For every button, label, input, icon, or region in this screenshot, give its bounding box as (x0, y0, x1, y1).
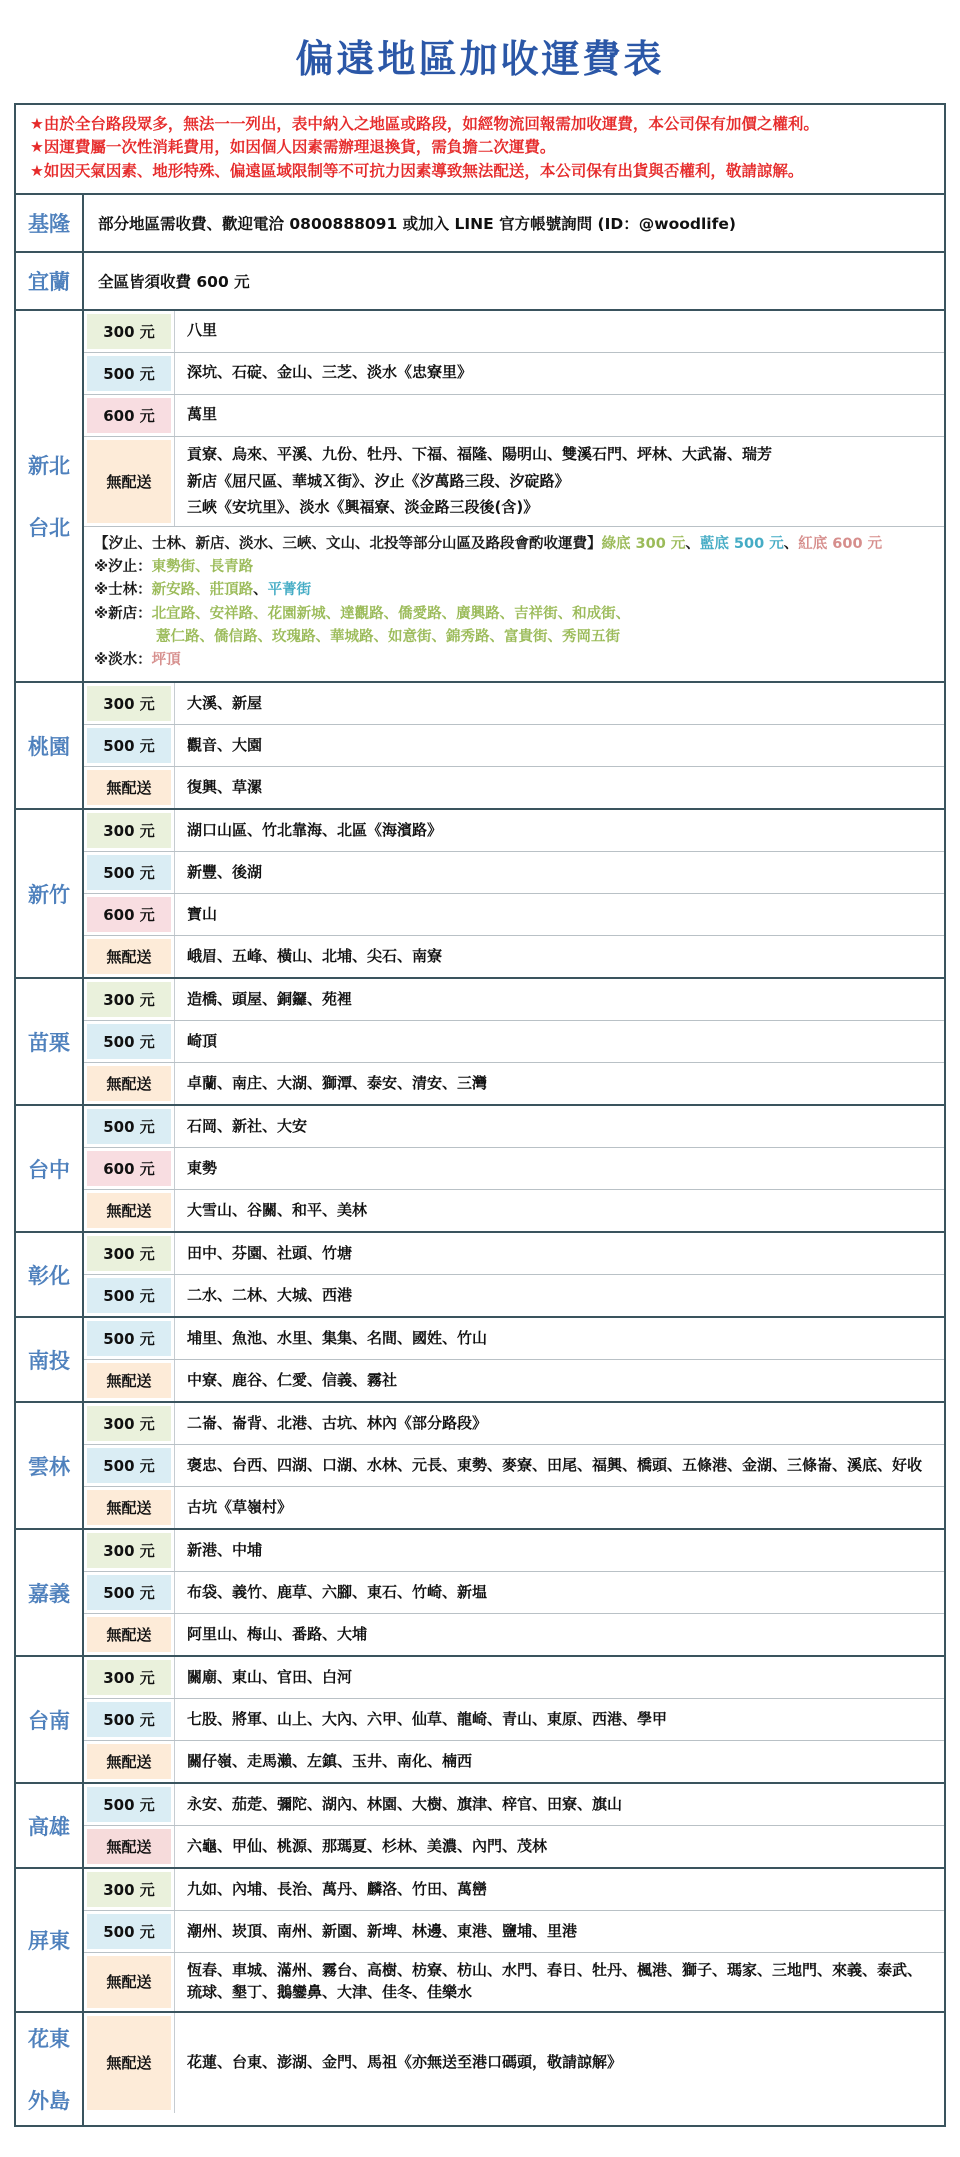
region-rows (84, 195, 944, 251)
area-list (175, 1911, 944, 1952)
fee-badge: 300 元 (87, 1406, 171, 1441)
area-line: 永安、茄萣、彌陀、湖內、林園、大樹、旗津、梓官、田寮、旗山 (187, 1794, 623, 1813)
fee-badge: 300 元 (87, 1533, 171, 1568)
fee-tier-row (84, 436, 944, 526)
fee-cell (84, 1741, 175, 1782)
area-line: 寶山 (187, 904, 218, 923)
fee-tier-row (84, 1062, 944, 1104)
note-text-black: 、 (783, 536, 799, 552)
fee-badge: 300 元 (87, 686, 171, 721)
area-line: 新豐、後湖 (187, 862, 263, 881)
area-list (175, 1233, 944, 1274)
note-text-black: ※淡水： (94, 651, 152, 668)
fee-tier-row (84, 1571, 944, 1613)
area-list (175, 979, 944, 1020)
fee-cell (84, 810, 175, 851)
fee-tier-row (84, 1910, 944, 1952)
fee-cell (84, 1572, 175, 1613)
area-line: 埔里、魚池、水里、集集、名間、國姓、竹山 (187, 1328, 488, 1347)
region-name: 新北 (28, 453, 70, 478)
area-list (175, 1445, 944, 1486)
fee-tier-row (84, 352, 944, 394)
fee-cell (84, 1360, 175, 1401)
region-group (16, 2011, 944, 2125)
fee-table (14, 103, 946, 2127)
region-group (16, 1867, 944, 2011)
region-name: 台南 (28, 1708, 70, 1733)
fee-cell (84, 852, 175, 893)
fee-cell (84, 1826, 175, 1867)
area-line: 九如、內埔、長治、萬丹、麟洛、竹田、萬巒 (187, 1879, 488, 1898)
fee-tier-row (84, 394, 944, 436)
area-list (175, 1106, 944, 1147)
fee-tier-row (84, 1613, 944, 1655)
area-list (175, 1530, 944, 1571)
region-name: 彰化 (28, 1263, 70, 1288)
fee-cell (84, 725, 175, 766)
note-text-blue: 平菁街 (267, 582, 312, 599)
area-list (175, 1403, 944, 1444)
note-text-green: 東勢街、長青路 (151, 559, 254, 576)
region-group (16, 1528, 944, 1655)
fee-tier-row (84, 1444, 944, 1486)
fee-cell (84, 1911, 175, 1952)
fee-tier-row (84, 1740, 944, 1782)
region-rows (84, 1784, 944, 1867)
region-group (16, 977, 944, 1104)
region-name: 苗栗 (28, 1030, 70, 1055)
fee-tier-row (84, 2013, 944, 2113)
area-line: 褒忠、台西、四湖、口湖、水林、元長、東勢、麥寮、田尾、福興、橋頭、五條港、金湖、三條崙、溪底、好收 (187, 1455, 923, 1474)
region-rows (84, 1318, 944, 1401)
region-group (16, 1655, 944, 1782)
region-name: 花東 (28, 2026, 70, 2051)
area-line: 二水、二林、大城、西港 (187, 1285, 353, 1304)
region-name: 雲林 (28, 1454, 70, 1479)
area-list (175, 1487, 944, 1528)
fee-cell (84, 1530, 175, 1571)
fee-cell (84, 683, 175, 724)
region-name: 外島 (28, 2088, 70, 2113)
note-text-black: ※新店： (94, 605, 152, 622)
region-label (16, 1233, 84, 1316)
area-line: 峨眉、五峰、橫山、北埔、尖石、南寮 (187, 946, 443, 965)
fee-tier-row (84, 311, 944, 352)
region-name: 嘉義 (28, 1581, 70, 1606)
fee-cell (84, 311, 175, 352)
fee-cell (84, 1148, 175, 1189)
region-label (16, 311, 84, 681)
area-list (175, 1190, 944, 1231)
area-list (175, 725, 944, 766)
fee-cell (84, 1487, 175, 1528)
area-line: 觀音、大園 (187, 735, 263, 754)
region-label (16, 810, 84, 977)
fee-tier-row (84, 724, 944, 766)
fee-cell (84, 1869, 175, 1910)
region-group (16, 251, 944, 309)
fee-cell (84, 1233, 175, 1274)
region-name: 屏東 (28, 1928, 70, 1953)
region-group (16, 681, 944, 808)
note-text-green: 北宜路、安祥路、花園新城、達觀路、僑愛路、廣興路、吉祥街、和成街、 (151, 605, 631, 622)
fee-tier-row (84, 1952, 944, 2011)
fee-badge: 500 元 (87, 1575, 171, 1610)
fee-badge: 500 元 (87, 1448, 171, 1483)
region-rows (84, 253, 944, 309)
note-line (94, 649, 934, 672)
area-list (175, 1614, 944, 1655)
fee-cell (84, 1699, 175, 1740)
fee-badge: 無配送 (87, 1956, 171, 2008)
fee-badge: 500 元 (87, 1321, 171, 1356)
note-text-green: 薏仁路、僑信路、玫瑰路、華城路、如意街、錦秀路、富貴街、秀岡五街 (156, 628, 620, 645)
region-group (16, 1316, 944, 1401)
fee-cell (84, 767, 175, 808)
notice-line: ★如因天氣因素、地形特殊、偏遠區域限制等不可抗力因素導致無法配送，本公司保有出貨與否權利，敬請諒解。 (30, 161, 804, 180)
fee-badge: 無配送 (87, 1744, 171, 1779)
region-name: 台中 (28, 1157, 70, 1182)
area-list (175, 311, 944, 352)
region-group (16, 808, 944, 977)
area-line: 恆春、車城、滿州、霧台、高樹、枋寮、枋山、水門、春日、牡丹、楓港、獅子、瑪家、三地門、來義、泰武、琉球、墾丁、鵝鑾鼻、大津、佳冬、佳樂水 (187, 1961, 923, 2001)
region-label (16, 253, 84, 309)
fee-tier-row (84, 1784, 944, 1825)
area-line: 阿里山、梅山、番路、大埔 (187, 1624, 368, 1643)
note-text-green: 綠底 300 元 (601, 536, 686, 552)
region-name: 基隆 (28, 211, 70, 236)
fee-badge: 無配送 (87, 1617, 171, 1652)
fee-cell (84, 1275, 175, 1316)
area-line: 造橋、頭屋、銅鑼、苑裡 (187, 989, 353, 1008)
area-list (175, 852, 944, 893)
area-line: 新店《屈尺區、華城Ｘ街》、汐止《汐萬路三段、汐碇路》 (187, 471, 570, 490)
fee-badge: 500 元 (87, 1702, 171, 1737)
region-info-text: 部分地區需收費、歡迎電洽 0800888091 或加入 LINE 官方帳號詢問 (ID：@woodlife) (98, 214, 736, 233)
notice-box (16, 105, 944, 193)
fee-tier-row (84, 1359, 944, 1401)
area-list (175, 1572, 944, 1613)
region-rows (84, 683, 944, 808)
fee-tier-row (84, 1233, 944, 1274)
fee-cell (84, 1106, 175, 1147)
region-group (16, 1231, 944, 1316)
fee-cell (84, 979, 175, 1020)
area-line: 田中、芬園、社頭、竹塘 (187, 1243, 353, 1262)
area-line: 八里 (187, 321, 218, 340)
note-text-green: 新安路、莊頂路 (151, 582, 254, 599)
fee-tier-row (84, 1698, 944, 1740)
fee-badge: 300 元 (87, 813, 171, 848)
fee-badge: 無配送 (87, 2016, 171, 2110)
region-rows (84, 1530, 944, 1655)
fee-badge: 無配送 (87, 770, 171, 805)
region-rows (84, 1657, 944, 1782)
fee-tier-row (84, 1825, 944, 1867)
fee-badge: 500 元 (87, 1024, 171, 1059)
area-line: 大雪山、谷關、和平、美林 (187, 1200, 368, 1219)
note-text-blue: 藍底 500 元 (699, 536, 784, 552)
fee-tier-row (84, 893, 944, 935)
region-name: 南投 (28, 1348, 70, 1373)
area-line: 布袋、義竹、鹿草、六腳、東石、竹崎、新塭 (187, 1582, 488, 1601)
note-text-black: 、 (253, 582, 268, 599)
fee-tier-row (84, 1869, 944, 1910)
area-line: 卓蘭、南庄、大湖、獅潭、泰安、清安、三灣 (187, 1073, 488, 1092)
note-text-black: 、 (685, 536, 700, 552)
region-label (16, 1869, 84, 2011)
fee-cell (84, 2013, 175, 2113)
region-group (16, 1104, 944, 1231)
area-line: 大溪、新屋 (187, 693, 263, 712)
fee-badge: 無配送 (87, 1066, 171, 1101)
fee-tier-row (84, 683, 944, 724)
fee-cell (84, 395, 175, 436)
fee-tier-row (84, 1318, 944, 1359)
region-info-text: 全區皆須收費 600 元 (98, 272, 250, 291)
area-list (175, 1741, 944, 1782)
region-group (16, 309, 944, 681)
area-list (175, 1784, 944, 1825)
note-line (94, 603, 934, 626)
area-list (175, 1063, 944, 1104)
area-line: 七股、將軍、山上、大內、六甲、仙草、龍崎、青山、東原、西港、學甲 (187, 1709, 668, 1728)
note-text-black: ※汐止： (94, 559, 152, 576)
fee-tier-row (84, 1486, 944, 1528)
fee-tier-row (84, 1657, 944, 1698)
area-line: 六龜、甲仙、桃源、那瑪夏、杉林、美濃、內門、茂林 (187, 1836, 548, 1855)
fee-badge: 無配送 (87, 1829, 171, 1864)
area-line: 崎頂 (187, 1031, 218, 1050)
fee-badge: 500 元 (87, 1278, 171, 1313)
area-list (175, 1869, 944, 1910)
fee-badge: 500 元 (87, 1787, 171, 1822)
region-group (16, 193, 944, 251)
area-line: 萬里 (187, 405, 218, 424)
area-line: 東勢 (187, 1158, 218, 1177)
area-line: 石岡、新社、大安 (187, 1116, 308, 1135)
area-list (175, 1360, 944, 1401)
note-text-black: ※士林： (94, 582, 152, 599)
region-name: 台北 (28, 515, 70, 540)
area-line: 古坑《草嶺村》 (187, 1497, 293, 1516)
region-rows (84, 1869, 944, 2011)
area-list (175, 1657, 944, 1698)
area-list (175, 395, 944, 436)
fee-badge: 300 元 (87, 314, 171, 349)
region-label (16, 1530, 84, 1655)
fee-badge: 600 元 (87, 1151, 171, 1186)
fee-badge: 600 元 (87, 897, 171, 932)
region-rows (84, 1106, 944, 1231)
fee-cell (84, 1953, 175, 2011)
fee-tier-row (84, 851, 944, 893)
area-line: 深坑、石碇、金山、三芝、淡水《忠寮里》 (187, 363, 473, 382)
fee-tier-row (84, 1106, 944, 1147)
fee-tier-row (84, 810, 944, 851)
region-label (16, 1403, 84, 1528)
note-line (94, 626, 934, 649)
fee-cell (84, 1318, 175, 1359)
region-name: 桃園 (28, 734, 70, 759)
region-rows (84, 1403, 944, 1528)
area-list (175, 1148, 944, 1189)
fee-cell (84, 1614, 175, 1655)
fee-badge: 500 元 (87, 356, 171, 391)
area-line: 潮州、崁頂、南州、新園、新埤、林邊、東港、鹽埔、里港 (187, 1921, 578, 1940)
area-list (175, 437, 944, 526)
fee-badge: 300 元 (87, 1872, 171, 1907)
region-label (16, 979, 84, 1104)
area-list (175, 683, 944, 724)
region-label (16, 683, 84, 808)
fee-tier-row (84, 1147, 944, 1189)
region-label (16, 2013, 84, 2125)
region-rows (84, 1233, 944, 1316)
note-text-black: 【汐止、士林、新店、淡水、三峽、文山、北投等部分山區及路段會酌收運費】 (94, 536, 602, 552)
area-list (175, 1021, 944, 1062)
region-name: 新竹 (28, 882, 70, 907)
fee-badge: 無配送 (87, 1363, 171, 1398)
region-rows (84, 2013, 944, 2125)
fee-badge: 500 元 (87, 728, 171, 763)
region-rows (84, 311, 944, 681)
area-line: 二崙、崙背、北港、古坑、林內《部分路段》 (187, 1413, 488, 1432)
fee-tier-row (84, 1020, 944, 1062)
area-list (175, 1318, 944, 1359)
fee-tier-row (84, 1274, 944, 1316)
notice-line: ★因運費屬一次性消耗費用，如因個人因素需辦理退換貨，需負擔二次運費。 (30, 138, 556, 157)
fee-badge: 500 元 (87, 1109, 171, 1144)
area-line: 關廟、東山、官田、白河 (187, 1667, 353, 1686)
area-line: 中寮、鹿谷、仁愛、信義、霧社 (187, 1370, 398, 1389)
fee-cell (84, 1445, 175, 1486)
note-text-red: 紅底 600 元 (798, 536, 883, 552)
area-list (175, 2013, 944, 2113)
note-text-red: 坪頂 (151, 651, 181, 668)
note-line (94, 579, 934, 602)
fee-tier-row (84, 935, 944, 977)
area-list (175, 894, 944, 935)
fee-cell (84, 894, 175, 935)
area-list (175, 1699, 944, 1740)
area-list (175, 1275, 944, 1316)
fee-cell (84, 1784, 175, 1825)
fee-cell (84, 1403, 175, 1444)
area-line: 復興、草漯 (187, 777, 263, 796)
region-label (16, 1318, 84, 1401)
surcharge-note (84, 526, 944, 681)
fee-tier-row (84, 1530, 944, 1571)
fee-cell (84, 936, 175, 977)
area-list (175, 1953, 944, 2011)
area-list (175, 810, 944, 851)
area-list (175, 767, 944, 808)
area-line: 新港、中埔 (187, 1540, 263, 1559)
fee-cell (84, 353, 175, 394)
fee-badge: 300 元 (87, 982, 171, 1017)
region-rows (84, 810, 944, 977)
area-line: 三峽《安坑里》、淡水《興福寮、淡金路三段後(含)》 (187, 498, 539, 517)
fee-badge: 無配送 (87, 1193, 171, 1228)
fee-cell (84, 1021, 175, 1062)
note-line (94, 556, 934, 579)
region-label (16, 1106, 84, 1231)
fee-tier-row (84, 979, 944, 1020)
region-name: 高雄 (28, 1814, 70, 1839)
fee-tier-row (84, 1403, 944, 1444)
area-line: 花蓮、台東、澎湖、金門、馬祖《亦無送至港口碼頭，敬請諒解》 (187, 2052, 623, 2071)
fee-cell (84, 1063, 175, 1104)
fee-badge: 無配送 (87, 939, 171, 974)
area-line: 湖口山區、竹北靠海、北區《海濱路》 (187, 820, 443, 839)
fee-cell (84, 437, 175, 526)
area-line: 貢寮、烏來、平溪、九份、牡丹、下福、福隆、陽明山、雙溪石門、坪林、大武崙、瑞芳 (187, 444, 773, 463)
fee-badge: 無配送 (87, 1490, 171, 1525)
fee-badge: 500 元 (87, 1914, 171, 1949)
fee-badge: 300 元 (87, 1236, 171, 1271)
fee-badge: 600 元 (87, 398, 171, 433)
region-name: 宜蘭 (28, 269, 70, 294)
region-group (16, 1782, 944, 1867)
note-line (94, 533, 934, 556)
fee-cell (84, 1657, 175, 1698)
region-label (16, 1784, 84, 1867)
fee-badge: 300 元 (87, 1660, 171, 1695)
notice-line: ★由於全台路段眾多，無法一一列出，表中納入之地區或路段，如經物流回報需加收運費，本公司保有加價之權利。 (30, 115, 819, 133)
region-label (16, 1657, 84, 1782)
page-title: 偏遠地區加收運費表 (295, 37, 665, 81)
area-list (175, 1826, 944, 1867)
area-list (175, 353, 944, 394)
fee-cell (84, 1190, 175, 1231)
fee-badge: 無配送 (87, 440, 171, 523)
area-list (175, 936, 944, 977)
region-rows (84, 979, 944, 1104)
fee-badge: 500 元 (87, 855, 171, 890)
region-label (16, 195, 84, 251)
region-group (16, 1401, 944, 1528)
fee-tier-row (84, 1189, 944, 1231)
fee-tier-row (84, 766, 944, 808)
area-line: 關仔嶺、走馬瀨、左鎮、玉井、南化、楠西 (187, 1751, 473, 1770)
